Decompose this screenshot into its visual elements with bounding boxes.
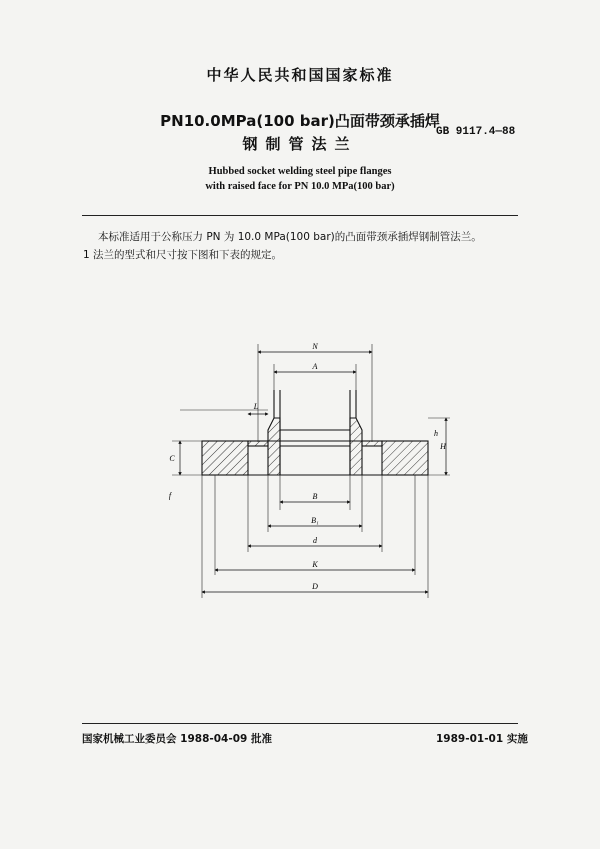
dim-label-c: C: [169, 454, 175, 463]
dim-label-f: f: [168, 491, 172, 500]
footer-rule: [82, 723, 518, 724]
flange-section: [202, 390, 428, 475]
dim-label-k: K: [312, 560, 318, 569]
title-cn-line1: PN10.0MPa(100 bar)凸面带颈承插焊: [160, 112, 440, 130]
implementation-text: 1989-01-01 实施: [436, 733, 528, 745]
dim-label-h: h: [434, 429, 438, 438]
dim-label-b1: B₁: [311, 516, 319, 525]
national-standard-heading: 中华人民共和国国家标准: [206, 66, 394, 84]
clause-1: 1 法兰的型式和尺寸按下图和下表的规定。: [83, 249, 283, 261]
dim-label-b: B: [312, 492, 318, 501]
dim-label-n: N: [312, 342, 318, 351]
flange-drawing: [150, 330, 450, 610]
dim-label-l: L: [253, 402, 259, 411]
header-rule: [82, 215, 518, 216]
dim-label-d-cap: D: [312, 582, 318, 591]
intro-paragraph: 本标准适用于公称压力 PN 为 10.0 MPa(100 bar)的凸面带颈承插焊钢制管法兰。: [98, 231, 482, 243]
standard-number: GB 9117.4—88: [436, 126, 516, 138]
title-cn-line2: 钢制管法兰: [242, 135, 358, 153]
title-en-line2: with raised face for PN 10.0 MPa(100 bar): [205, 181, 395, 192]
title-en-line1: Hubbed socket welding steel pipe flanges: [208, 166, 392, 177]
dim-label-a: A: [312, 362, 318, 371]
approval-text: 国家机械工业委员会 1988-04-09 批准: [82, 733, 272, 745]
dim-label-d: d: [313, 536, 317, 545]
dim-label-h-cap: H: [440, 442, 446, 451]
